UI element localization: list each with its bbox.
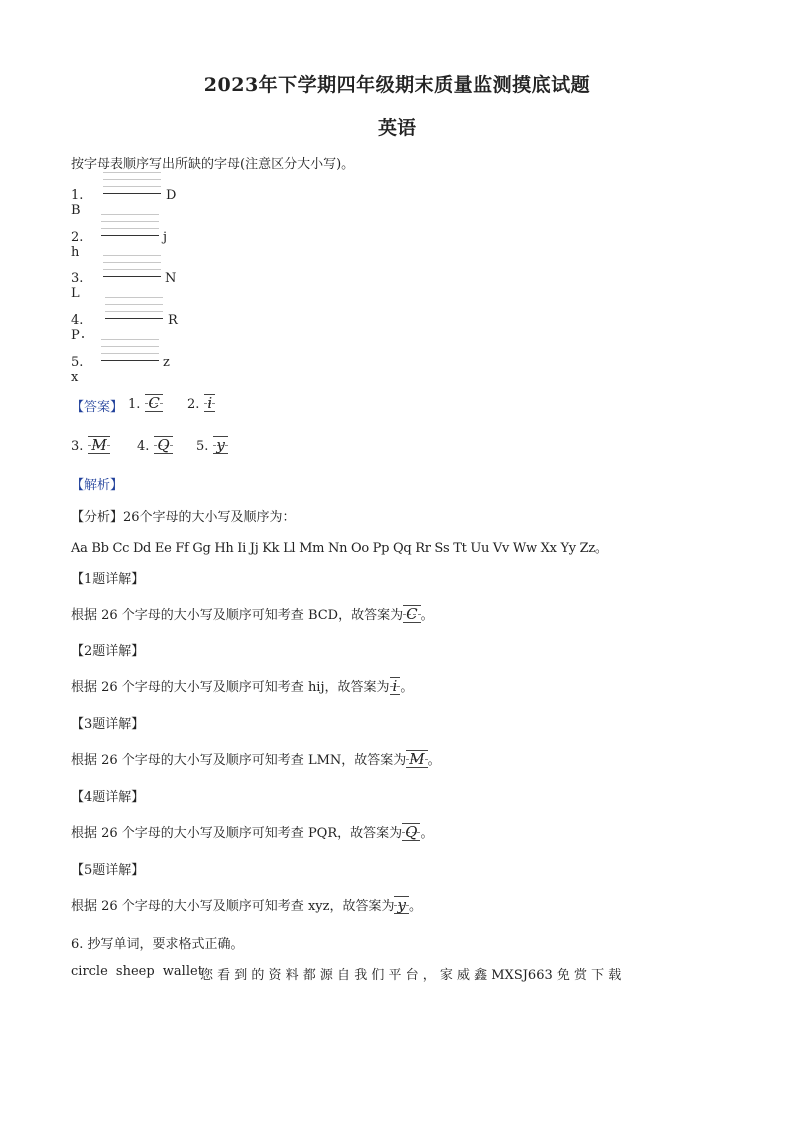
question-left: 5. x — [71, 355, 84, 385]
detail-label: 【4题详解】 — [71, 790, 145, 805]
answer-num: 2. — [187, 397, 200, 412]
answer-glyph-letter: i — [207, 394, 213, 412]
answer-glyph-letter: y — [216, 436, 225, 454]
detail-glyph-letter: Q — [405, 823, 418, 841]
question-left: 3. L — [71, 271, 84, 301]
answer-glyph — [204, 394, 215, 412]
answer-label: 【答案】 — [71, 400, 124, 415]
detail-end: 。 — [408, 899, 422, 914]
answer-item — [187, 394, 215, 412]
detail-text: 根据 26 个字母的大小写及顺序可知考查 hij，故答案为 — [71, 680, 390, 695]
question-left: 4. P — [71, 313, 84, 343]
page-title: 2023年下学期四年级期末质量监测摸底试题 — [203, 74, 591, 96]
answer-glyph — [154, 436, 172, 454]
detail-glyph-letter: y — [397, 896, 406, 914]
stray-dot — [82, 336, 84, 338]
answer-item — [71, 436, 110, 454]
detail-text: 根据 26 个字母的大小写及顺序可知考查 LMN，故答案为 — [71, 753, 407, 768]
writing-lines[interactable] — [101, 339, 159, 367]
answer-num: 1. — [128, 397, 141, 412]
detail-glyph-letter: i — [392, 677, 398, 695]
analysis-label: 【解析】 — [71, 478, 124, 493]
detail-text-line — [71, 604, 434, 623]
detail-end: 。 — [420, 608, 434, 623]
detail-text-line — [71, 822, 433, 841]
instruction: 按字母表顺序写出所缺的字母(注意区分大小写)。 — [71, 157, 355, 172]
detail-glyph — [402, 823, 420, 841]
detail-end: 。 — [427, 753, 441, 768]
detail-text: 根据 26 个字母的大小写及顺序可知考查 BCD，故答案为 — [71, 608, 404, 623]
question-left: 1. B — [71, 188, 84, 218]
writing-lines[interactable] — [103, 172, 161, 200]
detail-text-line — [71, 895, 422, 914]
fenxi-label: 【分析】 — [71, 510, 124, 525]
answer-num: 3. — [71, 439, 84, 454]
question-left: 2. h — [71, 230, 84, 260]
answer-num: 4. — [137, 439, 150, 454]
detail-text: 根据 26 个字母的大小写及顺序可知考查 PQR，故答案为 — [71, 826, 403, 841]
question-right: R — [168, 313, 178, 328]
detail-glyph-letter: C — [406, 605, 418, 623]
answer-item — [128, 394, 163, 412]
detail-label: 【2题详解】 — [71, 644, 145, 659]
detail-label: 【5题详解】 — [71, 863, 145, 878]
answer-glyph-letter: C — [148, 394, 160, 412]
detail-glyph-letter: M — [409, 750, 425, 768]
question-right: j — [163, 230, 168, 245]
writing-lines[interactable] — [101, 214, 159, 242]
q6-footer: 您 看 到 的 资 料 都 源 自 我 们 平 台 ， 家 威 鑫 MXSJ663 免 赏 下 载 — [200, 968, 622, 983]
detail-label: 【1题详解】 — [71, 572, 145, 587]
answer-glyph-letter: Q — [157, 436, 170, 454]
detail-glyph — [390, 677, 401, 695]
detail-label: 【3题详解】 — [71, 717, 145, 732]
q6-words: circle sheep wallet — [71, 964, 203, 979]
question-right: D — [166, 188, 177, 203]
detail-glyph — [394, 896, 408, 914]
answer-item — [196, 436, 228, 454]
subject-title: 英语 — [377, 117, 416, 139]
alphabet-line: Aa Bb Cc Dd Ee Ff Gg Hh Ii Jj Kk Ll Mm Nn Oo Pp Qq Rr Ss Tt Uu Vv Ww Xx Yy Zz。 — [71, 541, 608, 556]
writing-lines[interactable] — [103, 255, 161, 283]
answer-glyph — [145, 394, 162, 412]
detail-end: 。 — [400, 680, 414, 695]
answer-glyph — [213, 436, 227, 454]
detail-text: 根据 26 个字母的大小写及顺序可知考查 xyz，故答案为 — [71, 899, 395, 914]
writing-lines[interactable] — [105, 297, 163, 325]
detail-text-line — [71, 749, 441, 768]
answer-glyph — [88, 436, 109, 454]
answer-item — [137, 436, 173, 454]
fenxi-text: 26个字母的大小写及顺序为： — [123, 510, 296, 525]
detail-glyph — [406, 750, 427, 768]
detail-text-line — [71, 676, 413, 695]
fenxi-line — [71, 506, 296, 525]
detail-glyph — [403, 605, 420, 623]
answer-num: 5. — [196, 439, 209, 454]
detail-end: 。 — [420, 826, 434, 841]
question-right: N — [165, 271, 177, 286]
q6-label: 6. 抄写单词，要求格式正确。 — [71, 937, 244, 952]
answer-glyph-letter: M — [91, 436, 107, 454]
question-right: z — [163, 355, 170, 370]
answer-block — [71, 396, 123, 415]
